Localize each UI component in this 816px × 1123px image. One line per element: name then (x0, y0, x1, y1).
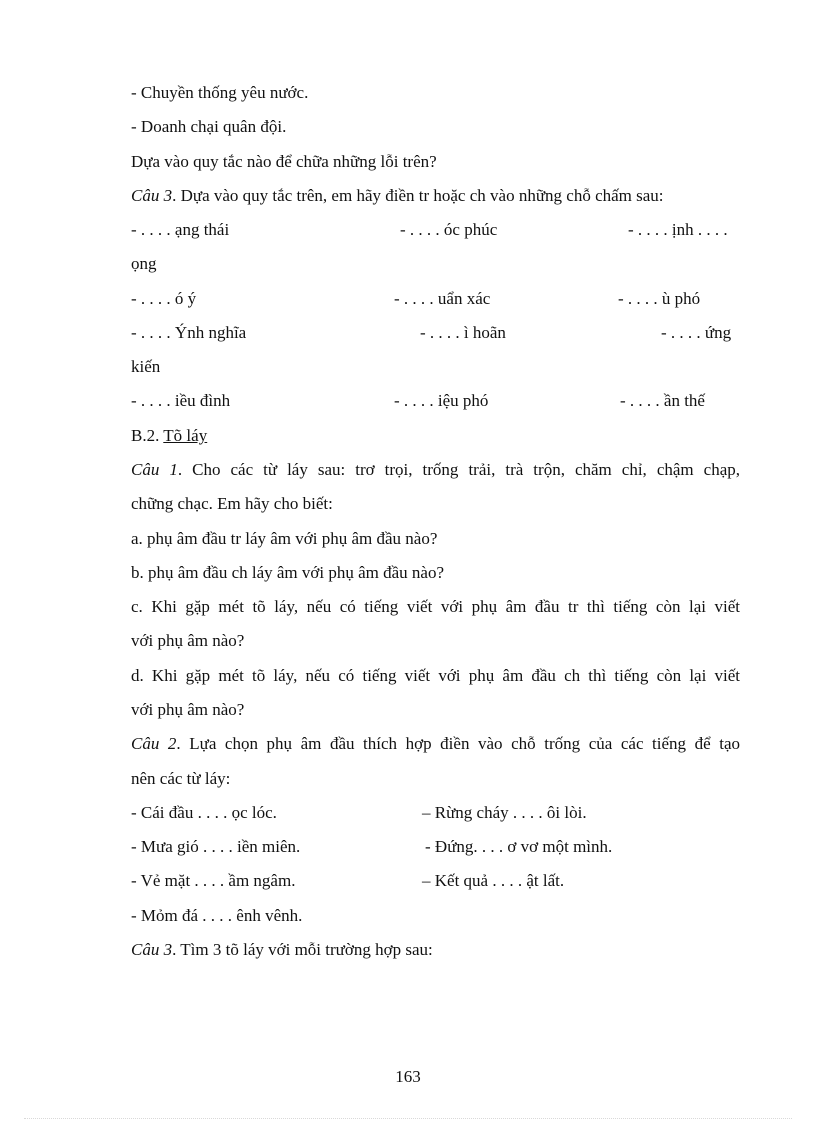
fill-item: - . . . . ù phó (618, 289, 701, 308)
question-text: . Tìm 3 tõ láy với mỗi trường hợp sau: (172, 940, 433, 959)
question-label: Câu 1 (131, 460, 178, 479)
fill-item: - . . . . ần thế (620, 391, 705, 410)
question-cau3 (131, 185, 664, 207)
text-line: nên các từ láy: (131, 769, 231, 788)
fill-item: – Rừng cháy . . . . ôi lòi. (422, 803, 587, 822)
section-title: Tõ láy (163, 426, 208, 445)
page-number: 163 (395, 1067, 421, 1086)
fill-item: - . . . . ứng (661, 323, 732, 342)
section-heading (131, 425, 207, 447)
text-line: chững chạc. Em hãy cho biết: (131, 494, 333, 513)
question-cau1 (131, 459, 740, 481)
text-line: - Chuyền thống yêu nước. (131, 83, 309, 102)
section-number: B.2. (131, 426, 164, 445)
fill-item: - . . . . ó ý (131, 289, 197, 308)
text-line: Dựa vào quy tắc nào để chữa những lỗi trên? (131, 152, 437, 171)
fill-item: - . . . . ạng thái (131, 220, 230, 239)
text-line: - Doanh chại quân đội. (131, 117, 287, 136)
sub-question-b: b. phụ âm đầu ch láy âm với phụ âm đầu nào? (131, 563, 445, 582)
question-cau3-b (131, 939, 433, 961)
footer-divider (24, 1118, 792, 1119)
fill-item: - Vẻ mặt . . . . ầm ngâm. (131, 871, 296, 890)
fill-item-continuation: ọng (131, 254, 157, 273)
fill-item: - . . . . óc phúc (400, 220, 498, 239)
question-text: . Lựa chọn phụ âm đầu thích hợp điền vào chỗ trống của các tiếng để tạo (176, 734, 740, 753)
sub-question-a: a. phụ âm đầu tr láy âm với phụ âm đầu nào? (131, 529, 438, 548)
fill-item: - . . . . uẩn xác (394, 289, 491, 308)
sub-question-c: c. Khi gặp mét tõ láy, nếu có tiếng viết với phụ âm đầu tr thì tiếng còn lại viết (131, 597, 740, 616)
fill-item: - Mỏm đá . . . . ênh vênh. (131, 906, 303, 925)
fill-item: - . . . . iều đình (131, 391, 231, 410)
fill-item: - Cái đầu . . . . ọc lóc. (131, 803, 277, 822)
fill-item: - Đứng. . . . ơ vơ một mình. (425, 837, 613, 856)
question-cau2 (131, 733, 740, 755)
fill-item: – Kết quả . . . . ật lất. (422, 871, 565, 890)
sub-question-d: d. Khi gặp mét tõ láy, nếu có tiếng viết với phụ âm đầu ch thì tiếng còn lại viết (131, 666, 740, 685)
fill-item: - . . . . iệu phó (394, 391, 489, 410)
fill-item: - . . . . ịnh . . . . (628, 220, 728, 239)
fill-item: - Mưa gió . . . . iền miên. (131, 837, 301, 856)
question-text: . Dựa vào quy tắc trên, em hãy điền tr hoặc ch vào những chỗ chấm sau: (172, 186, 664, 205)
question-label: Câu 3 (131, 186, 173, 205)
question-text: . Cho các từ láy sau: trơ trọi, trống trải, trà trộn, chăm chỉ, chậm chạp, (177, 460, 740, 479)
text-line: với phụ âm nào? (131, 631, 245, 650)
question-label: Câu 2 (131, 734, 177, 753)
fill-item-continuation: kiến (131, 357, 161, 376)
fill-item: - . . . . ì hoãn (420, 323, 506, 342)
fill-item: - . . . . Ýnh nghĩa (131, 323, 247, 342)
question-label: Câu 3 (131, 940, 173, 959)
text-line: với phụ âm nào? (131, 700, 245, 719)
